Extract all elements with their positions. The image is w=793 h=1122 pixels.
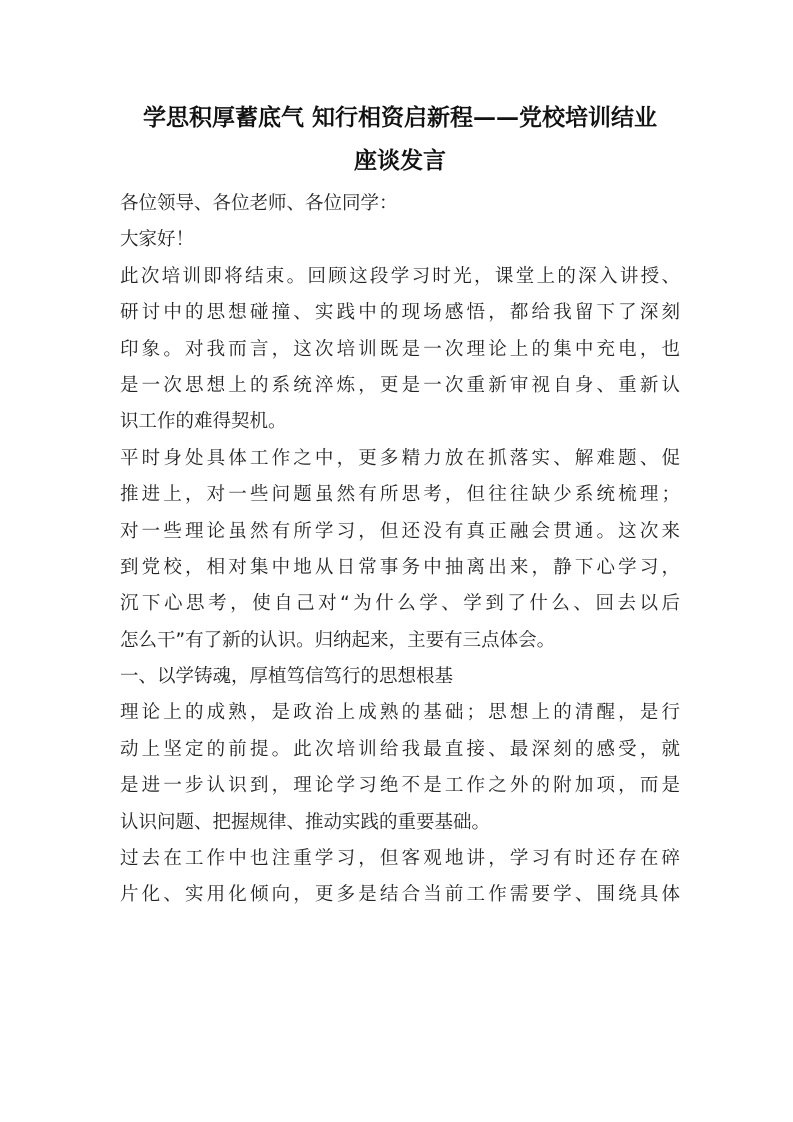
body-text-line: 到党校，相对集中地从日常事务中抽离出来，静下心学习， <box>120 556 680 578</box>
body-text-line: 片化、实用化倾向，更多是结合当前工作需要学、围绕具体 <box>120 884 680 906</box>
body-text-line: 研讨中的思想碰撞、实践中的现场感悟，都给我留下了深刻 <box>120 302 680 324</box>
document-title-line-2: 座谈发言 <box>354 147 446 174</box>
document-body <box>120 186 680 914</box>
body-text-line: 认识问题、把握规律、推动实践的重要基础。 <box>120 811 491 833</box>
body-text-line: 沉下心思考，使自己对“为什么学、学到了什么、回去以后 <box>120 593 680 615</box>
body-text-line: 动上坚定的前提。此次培训给我最直接、最深刻的感受，就 <box>120 738 680 760</box>
body-text-line: 识工作的难得契机。 <box>120 411 287 433</box>
body-text-line: 印象。对我而言，这次培训既是一次理论上的集中充电，也 <box>120 338 680 360</box>
body-text-line: 大家好！ <box>120 229 195 251</box>
document-title-line-1: 学思积厚蓄底气 知行相资启新程——党校培训结业 <box>142 104 657 131</box>
body-text-line: 推进上，对一些问题虽然有所思考，但往往缺少系统梳理； <box>120 484 680 506</box>
body-text-line: 是一次思想上的系统淬炼，更是一次重新审视自身、重新认 <box>120 374 680 396</box>
body-text-line: 怎么干”有了新的认识。归纳起来，主要有三点体会。 <box>120 629 556 651</box>
body-text-line: 一、以学铸魂，厚植笃信笃行的思想根基 <box>120 666 454 688</box>
body-text-line: 是进一步认识到，理论学习绝不是工作之外的附加项，而是 <box>120 775 680 797</box>
body-text-line: 对一些理论虽然有所学习，但还没有真正融会贯通。这次来 <box>120 520 680 542</box>
body-text-line: 过去在工作中也注重学习，但客观地讲，学习有时还存在碎 <box>120 848 680 870</box>
body-text-line: 平时身处具体工作之中，更多精力放在抓落实、解难题、促 <box>120 447 680 469</box>
body-text-line: 各位领导、各位老师、各位同学： <box>120 193 398 214</box>
body-text-line: 理论上的成熟，是政治上成熟的基础；思想上的清醒，是行 <box>120 702 680 724</box>
body-text-line: 此次培训即将结束。回顾这段学习时光，课堂上的深入讲授、 <box>120 265 680 287</box>
